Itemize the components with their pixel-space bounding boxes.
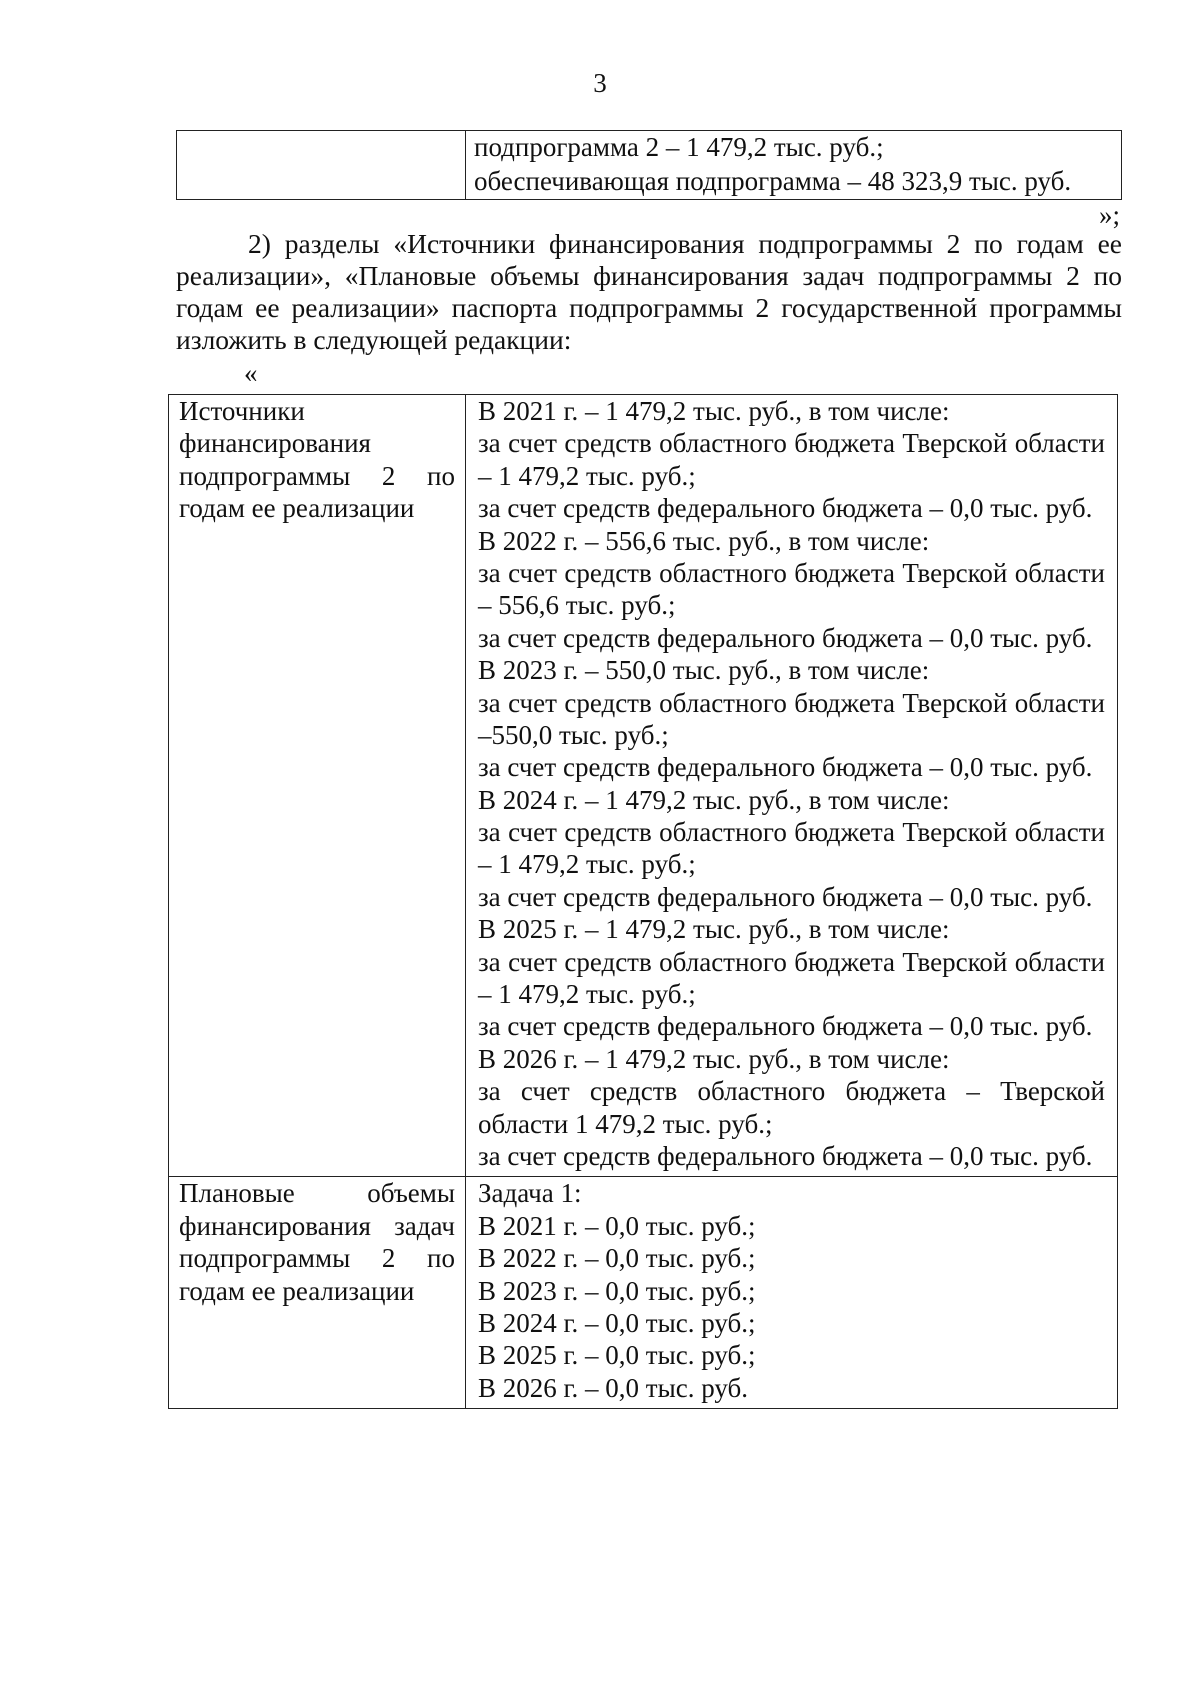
regional-budget-line: за счет средств областного бюджета Тверской области – 1 479,2 тыс. руб.; <box>478 817 1105 880</box>
year-amount-line: В 2024 г. – 0,0 тыс. руб.; <box>478 1307 756 1338</box>
top-table-empty-cell <box>177 131 466 200</box>
task-label: Задача 1: <box>478 1178 582 1209</box>
regional-budget-line: за счет средств областного бюджета Тверской области – 1 479,2 тыс. руб.; <box>478 428 1105 491</box>
year-total-line: В 2025 г. – 1 479,2 тыс. руб., в том числе: <box>478 914 950 945</box>
year-total-line: В 2023 г. – 550,0 тыс. руб., в том числе: <box>478 655 930 686</box>
regional-budget-line: за счет средств областного бюджета – Тверской области 1 479,2 тыс. руб.; <box>478 1076 1105 1139</box>
passport-table <box>168 394 1118 1409</box>
opening-quote: « <box>244 358 258 388</box>
regional-budget-line: за счет средств областного бюджета Тверской области – 556,6 тыс. руб.; <box>478 557 1105 621</box>
row-label: Источники финансирования подпрограммы 2 по годам ее реализации <box>179 396 455 524</box>
table-row <box>169 395 1118 1177</box>
year-amount-line: В 2021 г. – 0,0 тыс. руб.; <box>478 1210 756 1241</box>
top-table-line: обеспечивающая подпрограмма – 48 323,9 тыс. руб. <box>474 165 1072 196</box>
year-amount-line: В 2025 г. – 0,0 тыс. руб.; <box>478 1340 756 1371</box>
year-total-line: В 2021 г. – 1 479,2 тыс. руб., в том числе: <box>478 396 950 426</box>
year-amount-line: В 2026 г. – 0,0 тыс. руб. <box>478 1372 748 1403</box>
body-paragraph <box>176 228 1122 356</box>
regional-budget-line: за счет средств областного бюджета Тверской области – 1 479,2 тыс. руб.; <box>478 946 1105 1010</box>
top-table <box>176 130 1122 200</box>
year-total-line: В 2022 г. – 556,6 тыс. руб., в том числе: <box>478 525 930 556</box>
row-content-cell <box>466 395 1118 1177</box>
federal-budget-line: за счет средств федерального бюджета – 0,0 тыс. руб. <box>478 1011 1093 1042</box>
federal-budget-line: за счет средств федерального бюджета – 0,0 тыс. руб. <box>478 493 1093 524</box>
federal-budget-line: за счет средств федерального бюджета – 0,0 тыс. руб. <box>478 752 1093 783</box>
row-label-cell <box>169 395 466 1177</box>
row-content-cell <box>466 1177 1118 1409</box>
row-label-cell <box>169 1177 466 1409</box>
year-amount-line: В 2022 г. – 0,0 тыс. руб.; <box>478 1243 756 1274</box>
federal-budget-line: за счет средств федерального бюджета – 0,0 тыс. руб. <box>478 881 1093 912</box>
closing-quote: »; <box>1098 200 1120 230</box>
top-table-content-cell <box>466 131 1122 200</box>
regional-budget-line: за счет средств областного бюджета Тверской области –550,0 тыс. руб.; <box>478 687 1105 750</box>
top-table-line: подпрограмма 2 – 1 479,2 тыс. руб.; <box>474 132 884 162</box>
table-row <box>169 1177 1118 1409</box>
federal-budget-line: за счет средств федерального бюджета – 0,0 тыс. руб. <box>478 622 1093 653</box>
row-label: Плановые объемы финансирования задач подпрограммы 2 по годам ее реализации <box>179 1178 455 1306</box>
paragraph-text: 2) разделы «Источники финансирования подпрограммы 2 по годам ее реализации», «Плановые объемы финансирования задач подпрограммы 2 по годам ее реализации» паспорта подпрограммы 2 государственной программы изложить в следующей редакции: <box>176 228 1122 355</box>
year-total-line: В 2024 г. – 1 479,2 тыс. руб., в том числе: <box>478 784 950 815</box>
year-amount-line: В 2023 г. – 0,0 тыс. руб.; <box>478 1275 756 1306</box>
federal-budget-line: за счет средств федерального бюджета – 0,0 тыс. руб. <box>478 1140 1093 1171</box>
page-number: 3 <box>593 68 607 98</box>
year-total-line: В 2026 г. – 1 479,2 тыс. руб., в том числе: <box>478 1043 950 1074</box>
